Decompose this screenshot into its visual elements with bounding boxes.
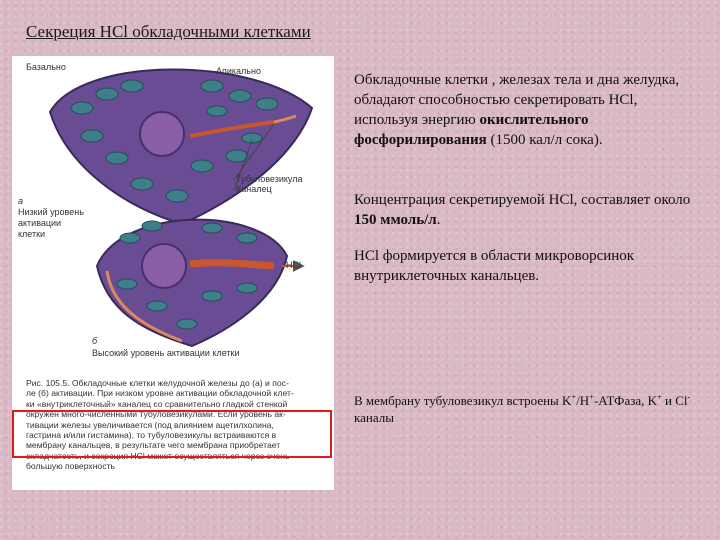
label-canaliculus: Каналец: [236, 184, 272, 194]
paragraph-4: [354, 392, 704, 426]
p4-part: /H: [576, 393, 590, 408]
p2-text: Концентрация секретируемой HCl, составляет около: [354, 192, 691, 208]
caption-line: Рис. 105.5. Обкладочные клетки желудочной железы до (а) и пос-: [26, 378, 289, 388]
label-tubulovesicle: Тубуловезикула: [236, 174, 303, 184]
p2-tail: .: [436, 212, 441, 228]
caption-highlight-box: [12, 410, 332, 458]
p1-bold: окислительного фосфорилирования: [354, 112, 589, 148]
p4-sup: +: [589, 391, 594, 402]
paragraph-3: HCl формируется в области микроворсинок внутриклеточных канальцев.: [354, 248, 635, 284]
figure-panel: [12, 56, 334, 490]
paragraph-1: [354, 70, 704, 150]
caption-line: ки «внутриклеточный» каналец со сравнительно гладкой стенкой: [26, 398, 288, 409]
p1-tail: (1500 кал/л сока).: [486, 132, 603, 148]
label-basal: Базально: [26, 62, 66, 72]
caption-line: мембрану канальцев, в результате чего мембрана приобретает: [26, 440, 281, 451]
p4-sup: -: [687, 391, 691, 402]
label-panel-b-letter: б: [92, 336, 98, 346]
label-panel-a-line1: Низкий уровень: [18, 207, 84, 217]
caption-line: тивации железы увеличивается (под влиянием ацетилхолина,: [26, 419, 274, 430]
nucleus-b: [142, 244, 186, 288]
p4-sup: +: [571, 391, 577, 402]
slide-title: Секреция HCl обкладочными клетками: [26, 22, 311, 41]
caption-line: гастрина и/или гистамина), то тубуловезикулы встраиваются в: [26, 430, 277, 441]
p4-part: каналы: [354, 410, 394, 425]
caption-line: окружен много-численными тубуловезикулами. Если уровень ак-: [26, 409, 286, 420]
caption-line: ле (б) активации. При низком уровне активации обкладочной клет-: [26, 388, 294, 399]
label-hcl: HCl: [286, 260, 301, 270]
caption-line: большую поверхность: [26, 461, 115, 472]
p2-bold: 150 ммоль/л: [354, 212, 437, 228]
caption-line: складчатость, и секреция HCl может осуществляться через очень: [26, 450, 290, 461]
cell-b: [97, 220, 300, 346]
nucleus-a: [140, 112, 184, 156]
label-panel-b-text: Высокий уровень активации клетки: [92, 348, 240, 358]
p4-part: -АТФаза, K: [593, 393, 658, 408]
canal-b: [190, 263, 274, 266]
label-apical: Апикально: [216, 66, 261, 76]
p4-part: и Cl: [661, 393, 688, 408]
label-panel-a-line2: активации: [18, 218, 62, 228]
cell-a: [50, 69, 312, 224]
p4-sup: +: [657, 391, 662, 402]
label-panel-a-line3: клетки: [18, 229, 46, 239]
p4-part: В мембрану тубуловезикул встроены K: [354, 393, 572, 408]
paragraph-2: [354, 190, 704, 230]
label-panel-a-letter: а: [18, 196, 24, 206]
p1-text: Обкладочные клетки , железах тела и дна желудка, обладают способностью секретировать HCl, используя энергию: [354, 72, 680, 128]
